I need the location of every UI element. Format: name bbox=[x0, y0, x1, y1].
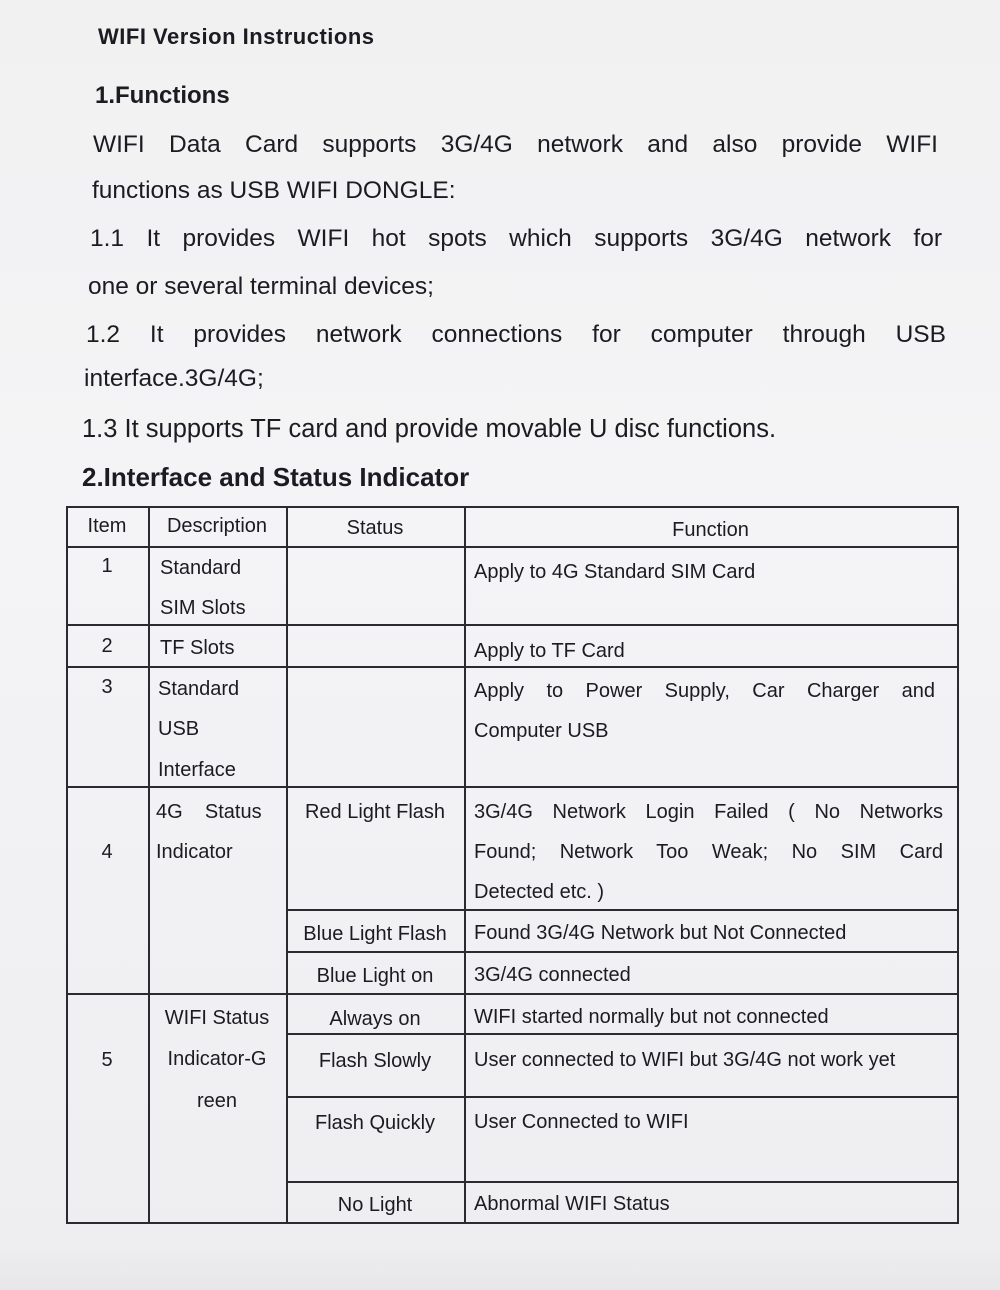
row-1-description-line-1: Standard bbox=[160, 557, 242, 579]
table-rule bbox=[957, 506, 959, 1224]
row-4-function-1-line-3: Detected etc. ) bbox=[474, 881, 605, 903]
row-4-function-1-line-2: Found; Network Too Weak; No SIM Card bbox=[474, 841, 943, 863]
row-5-function-3: User Connected to WIFI bbox=[474, 1111, 689, 1133]
row-3-function-line-2: Computer USB bbox=[474, 720, 609, 742]
function-1-2-line-2: interface.3G/4G; bbox=[84, 365, 264, 392]
row-5-status-flash-slowly: Flash Slowly bbox=[318, 1050, 432, 1072]
row-5-status-flash-quickly: Flash Quickly bbox=[314, 1112, 436, 1134]
row-1-item: 1 bbox=[101, 555, 113, 577]
header-description: Description bbox=[166, 515, 268, 537]
header-status: Status bbox=[346, 517, 404, 539]
row-5-function-4: Abnormal WIFI Status bbox=[474, 1193, 670, 1215]
row-1-description-line-2: SIM Slots bbox=[160, 597, 246, 619]
section-interface-heading: 2.Interface and Status Indicator bbox=[82, 462, 470, 492]
row-1-function: Apply to 4G Standard SIM Card bbox=[474, 561, 756, 583]
row-3-description-line-2: USB bbox=[158, 718, 200, 740]
row-5-description-line-3: reen bbox=[196, 1090, 238, 1112]
table-rule bbox=[286, 1181, 959, 1183]
row-5-status-always-on: Always on bbox=[329, 1008, 421, 1030]
row-4-function-2: Found 3G/4G Network but Not Connected bbox=[474, 922, 847, 944]
row-4-description-line-1: 4G Status bbox=[156, 801, 262, 823]
interface-status-table bbox=[66, 506, 959, 1224]
row-5-description-line-2: Indicator-G bbox=[167, 1048, 267, 1070]
function-1-3-line-1: 1.3 It supports TF card and provide movable U disc functions. bbox=[82, 415, 777, 443]
function-1-1-line-2: one or several terminal devices; bbox=[88, 273, 434, 300]
row-4-function-1-line-1: 3G/4G Network Login Failed ( No Networks bbox=[474, 801, 943, 823]
table-rule bbox=[286, 909, 959, 911]
row-4-status-blue-flash: Blue Light Flash bbox=[303, 923, 447, 945]
functions-intro-line-1: WIFI Data Card supports 3G/4G network and also provide WIFI bbox=[93, 131, 938, 158]
row-3-description-line-3: Interface bbox=[158, 759, 236, 781]
row-3-item: 3 bbox=[101, 676, 113, 698]
row-4-status-red-flash: Red Light Flash bbox=[304, 801, 446, 823]
row-5-description-line-1: WIFI Status bbox=[164, 1007, 270, 1029]
header-item: Item bbox=[87, 515, 127, 537]
row-5-function-2: User connected to WIFI but 3G/4G not work yet bbox=[474, 1049, 896, 1071]
row-5-status-no-light: No Light bbox=[337, 1194, 413, 1216]
function-1-1-line-1: 1.1 It provides WIFI hot spots which supports 3G/4G network for bbox=[90, 225, 942, 252]
row-4-description-line-2: Indicator bbox=[156, 841, 233, 863]
page-bottom-shadow bbox=[0, 1240, 1000, 1290]
section-functions-heading: 1.Functions bbox=[95, 82, 230, 109]
row-3-description-line-1: Standard bbox=[158, 678, 240, 700]
row-4-function-3: 3G/4G connected bbox=[474, 964, 631, 986]
row-5-function-1: WIFI started normally but not connected bbox=[474, 1006, 829, 1028]
document-title: WIFI Version Instructions bbox=[98, 24, 375, 49]
row-4-item: 4 bbox=[101, 841, 113, 863]
row-2-item: 2 bbox=[101, 635, 113, 657]
function-1-2-line-1: 1.2 It provides network connections for computer through USB bbox=[86, 321, 946, 348]
row-5-item: 5 bbox=[101, 1049, 113, 1071]
row-4-status-blue-on: Blue Light on bbox=[316, 965, 434, 987]
table-rule bbox=[286, 1096, 959, 1098]
row-2-function: Apply to TF Card bbox=[474, 640, 625, 662]
header-function: Function bbox=[672, 519, 749, 541]
row-2-description: TF Slots bbox=[160, 637, 235, 659]
row-3-function-line-1: Apply to Power Supply, Car Charger and bbox=[474, 680, 935, 702]
functions-intro-line-2: functions as USB WIFI DONGLE: bbox=[92, 177, 456, 204]
